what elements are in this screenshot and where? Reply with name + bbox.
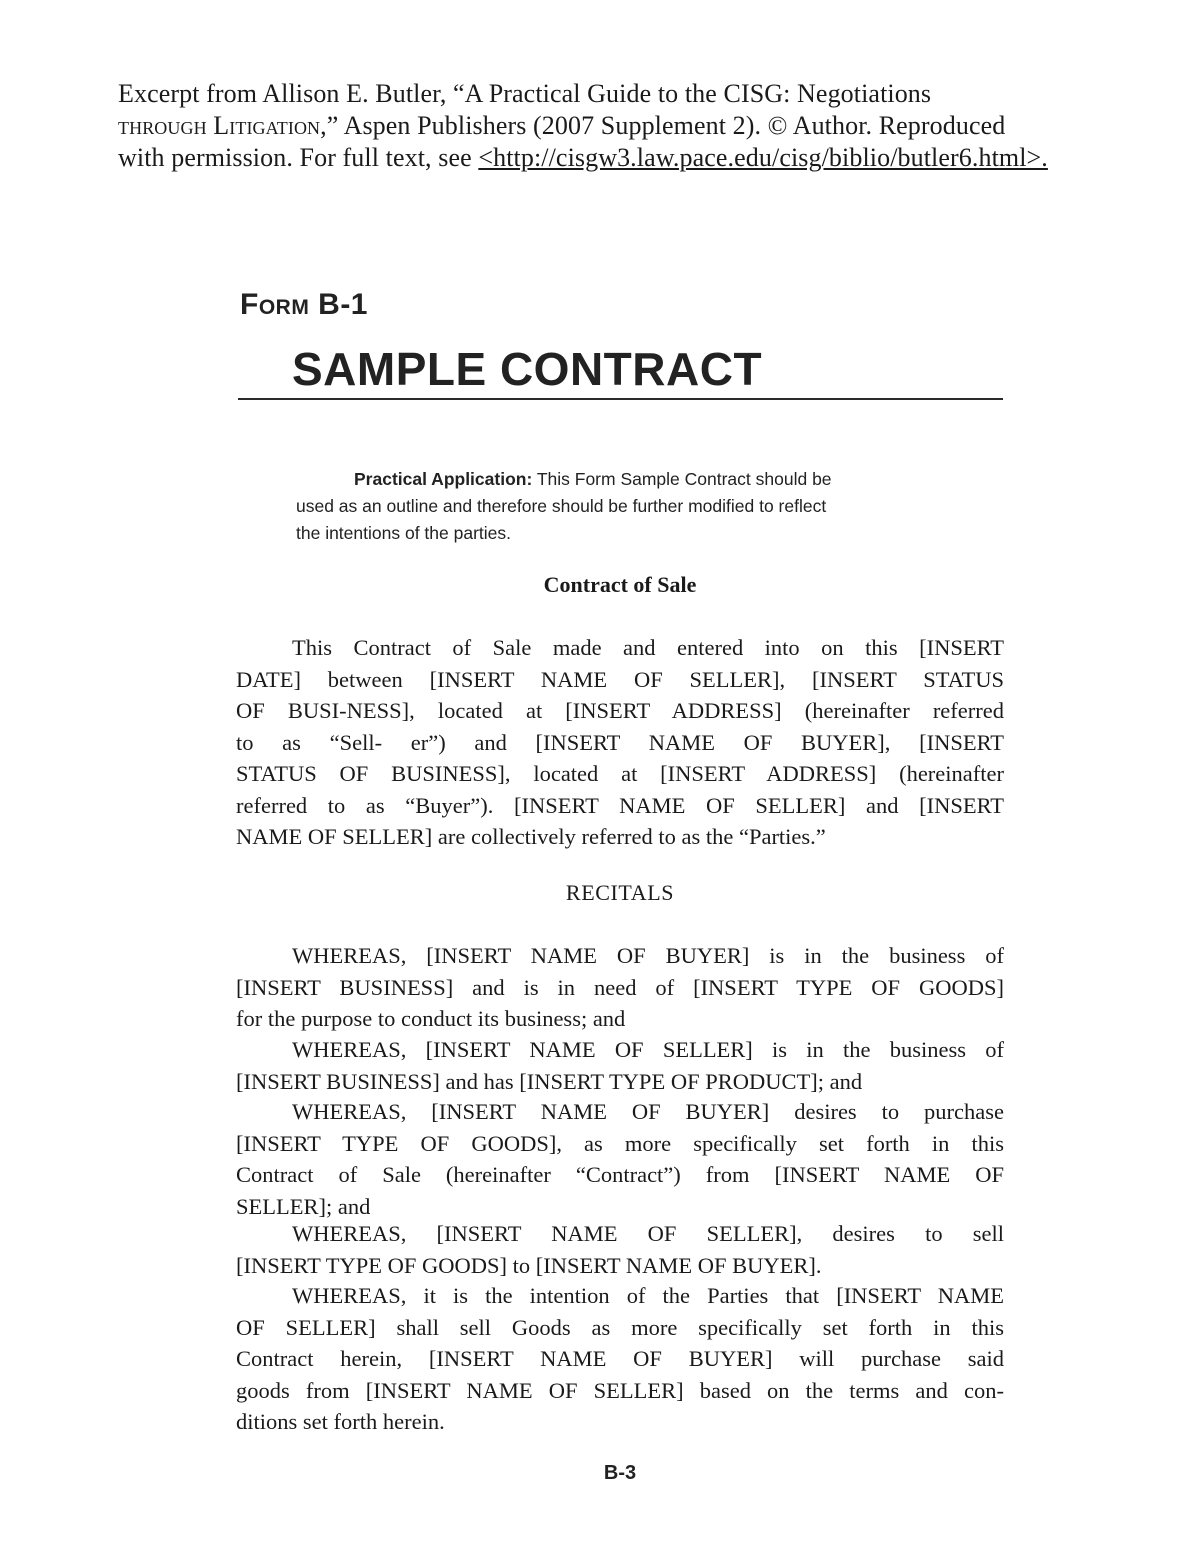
paragraph-line: WHEREAS, [INSERT NAME OF BUYER] is in the business of bbox=[292, 943, 1004, 968]
whereas-clause-5 bbox=[236, 1280, 1004, 1438]
excerpt-url-link[interactable]: <http://cisgw3.law.pace.edu/cisg/biblio/butler6.html>. bbox=[478, 143, 1048, 172]
paragraph-line: OF BUSI-NESS], located at [INSERT ADDRESS] (hereinafter referred bbox=[236, 698, 1004, 723]
form-label: Form B-1 bbox=[240, 288, 368, 321]
note-line-1 bbox=[296, 466, 956, 493]
paragraph-line: OF SELLER] shall sell Goods as more specifically set forth in this bbox=[236, 1314, 1004, 1340]
excerpt-small-caps: through Litigation, bbox=[118, 111, 327, 140]
excerpt-line-2 bbox=[118, 110, 1142, 142]
note-line-1-rest: This Form Sample Contract should be bbox=[532, 469, 832, 489]
paragraph-line: referred to as “Buyer”). [INSERT NAME OF SELLER] and [INSERT bbox=[236, 792, 1004, 818]
paragraph-line: STATUS OF BUSINESS], located at [INSERT ADDRESS] (hereinafter bbox=[236, 761, 1004, 786]
paragraph-line: for the purpose to conduct its business; and bbox=[236, 1006, 626, 1031]
paragraph-line: SELLER]; and bbox=[236, 1193, 371, 1219]
note-line-2: used as an outline and therefore should be further modified to reflect bbox=[296, 496, 827, 516]
paragraph-line: to as “Sell- er”) and [INSERT NAME OF BUYER], [INSERT bbox=[236, 729, 1004, 755]
paragraph-line: This Contract of Sale made and entered into on this [INSERT bbox=[292, 635, 1004, 660]
paragraph-line: NAME OF SELLER] are collectively referred to as the “Parties.” bbox=[236, 824, 826, 849]
contract-of-sale-heading: Contract of Sale bbox=[543, 572, 697, 597]
whereas-clause-1 bbox=[236, 940, 1004, 1035]
paragraph-line: WHEREAS, [INSERT NAME OF SELLER], desires to sell bbox=[292, 1221, 1004, 1246]
whereas-clause-3 bbox=[236, 1096, 1004, 1222]
page-number: B-3 bbox=[603, 1462, 637, 1484]
paragraph-line: [INSERT TYPE OF GOODS] to [INSERT NAME OF BUYER]. bbox=[236, 1252, 822, 1278]
paragraph-line: [INSERT BUSINESS] and has [INSERT TYPE OF PRODUCT]; and bbox=[236, 1068, 863, 1094]
paragraph-line: Contract of Sale (hereinafter “Contract”) from [INSERT NAME OF bbox=[236, 1162, 1004, 1187]
excerpt-line-3-prefix: with permission. For full text, see bbox=[118, 143, 479, 172]
title-divider bbox=[238, 398, 1003, 400]
excerpt-line-1: Excerpt from Allison E. Butler, “A Practical Guide to the CISG: Negotiations bbox=[118, 79, 932, 108]
note-lead: Practical Application: bbox=[354, 469, 533, 489]
note-line-3: the intentions of the parties. bbox=[296, 523, 511, 543]
paragraph-line: ditions set forth herein. bbox=[236, 1409, 445, 1434]
paragraph-line: [INSERT BUSINESS] and is in need of [INSERT TYPE OF GOODS] bbox=[236, 974, 1004, 1000]
recitals-heading: RECITALS bbox=[565, 880, 675, 905]
form-title: SAMPLE CONTRACT bbox=[292, 343, 763, 395]
whereas-clause-2 bbox=[236, 1034, 1004, 1097]
excerpt-line-3 bbox=[118, 142, 1142, 174]
paragraph-line: [INSERT TYPE OF GOODS], as more specifically set forth in this bbox=[236, 1130, 1004, 1156]
paragraph-line: goods from [INSERT NAME OF SELLER] based on the terms and con- bbox=[236, 1377, 1004, 1403]
practical-application-note bbox=[296, 466, 956, 547]
paragraph-line: WHEREAS, [INSERT NAME OF SELLER] is in the business of bbox=[292, 1037, 1004, 1062]
whereas-clause-4 bbox=[236, 1218, 1004, 1281]
excerpt-citation bbox=[118, 78, 1142, 174]
paragraph-line: WHEREAS, it is the intention of the Parties that [INSERT NAME bbox=[292, 1283, 1004, 1308]
paragraph-line: Contract herein, [INSERT NAME OF BUYER] will purchase said bbox=[236, 1346, 1004, 1371]
intro-paragraph bbox=[236, 632, 1004, 853]
paragraph-line: DATE] between [INSERT NAME OF SELLER], [INSERT STATUS bbox=[236, 666, 1004, 692]
excerpt-line-2-rest: ” Aspen Publishers (2007 Supplement 2). © Author. Reproduced bbox=[326, 111, 1006, 140]
paragraph-line: WHEREAS, [INSERT NAME OF BUYER] desires to purchase bbox=[292, 1099, 1004, 1124]
